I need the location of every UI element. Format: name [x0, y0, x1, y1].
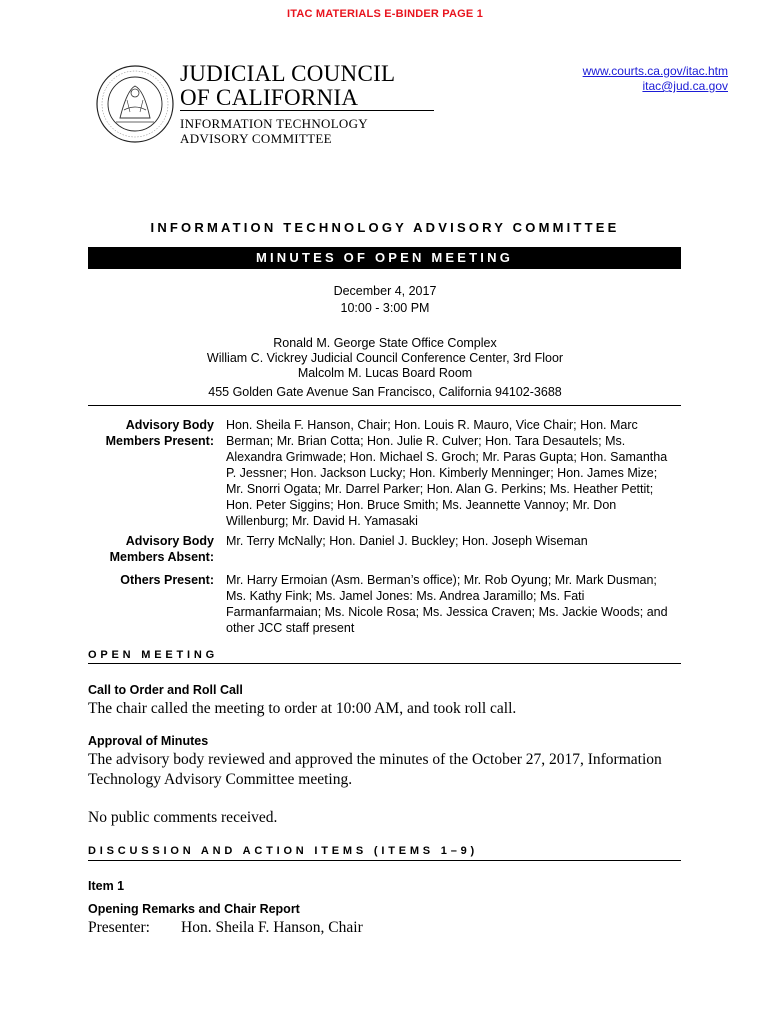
- members-present-list: Hon. Sheila F. Hanson, Chair; Hon. Louis R. Mauro, Vice Chair; Hon. Marc Berman; Mr. Brian Cotta; Hon. Julie R. Culver; Hon. Tara Desautels; Ms. Alexandra Grimwade; Hon. Michael S. Groch; Mr. Paras Gupta; Hon. Samantha P. Jessner; Hon. Jackson Lucky; Hon. Kimberly Menninger; Hon. James Mize; Mr. Snorri Ogata; Mr. Darrel Parker; Hon. Alan G. Perkins; Ms. Heather Pettit; Hon. Peter Siggins; Hon. Bruce Smith; Ms. Jeannette Vannoy; Mr. Don Willenburg; Mr. David H. Yamasaki: [226, 418, 668, 528]
- org-name-line2: OF CALIFORNIA: [180, 85, 359, 110]
- minutes-title-bar: MINUTES OF OPEN MEETING: [88, 247, 681, 269]
- location-line: William C. Vickrey Judicial Council Conference Center, 3rd Floor: [206, 351, 564, 365]
- others-present-label: Others Present:: [120, 573, 214, 587]
- presenter-name: Hon. Sheila F. Hanson, Chair: [181, 919, 363, 936]
- judicial-council-seal-icon: [94, 60, 176, 150]
- email-link[interactable]: itac@jud.ca.gov: [642, 79, 728, 93]
- location-line: Ronald M. George State Office Complex: [273, 336, 497, 350]
- section-divider: [88, 663, 681, 664]
- website-link[interactable]: www.courts.ca.gov/itac.htm: [582, 64, 728, 78]
- committee-title: INFORMATION TECHNOLOGY ADVISORY COMMITTEE: [150, 220, 620, 235]
- section-divider: [88, 405, 681, 406]
- members-absent-list: Mr. Terry McNally; Hon. Daniel J. Buckley; Hon. Joseph Wiseman: [226, 534, 588, 548]
- approval-of-minutes-text: The advisory body reviewed and approved the minutes of the October 27, 2017, Information Technology Advisory Committee meeting.: [88, 751, 662, 788]
- open-meeting-heading: OPEN MEETING: [88, 649, 218, 661]
- public-comments-text: No public comments received.: [88, 809, 278, 826]
- members-absent-label: Advisory Body Members Absent:: [109, 534, 214, 564]
- committee-name-line1: INFORMATION TECHNOLOGY: [180, 116, 368, 131]
- members-present-label: Advisory Body Members Present:: [105, 418, 214, 448]
- meeting-date: December 4, 2017: [333, 284, 437, 298]
- page-banner: ITAC MATERIALS E-BINDER PAGE 1: [286, 8, 484, 20]
- call-to-order-text: The chair called the meeting to order at 10:00 AM, and took roll call.: [88, 700, 517, 717]
- meeting-time: 10:00 - 3:00 PM: [340, 301, 430, 315]
- call-to-order-title: Call to Order and Roll Call: [88, 683, 243, 697]
- letterhead-divider: [180, 110, 434, 111]
- item-label: Item 1: [88, 879, 125, 893]
- section-divider: [88, 860, 681, 861]
- item-title: Opening Remarks and Chair Report: [88, 902, 300, 916]
- discussion-heading: DISCUSSION AND ACTION ITEMS (ITEMS 1–9): [88, 845, 479, 857]
- location-line: 455 Golden Gate Avenue San Francisco, California 94102-3688: [208, 385, 562, 399]
- presenter-label: Presenter:: [88, 919, 150, 936]
- org-name-line1: JUDICIAL COUNCIL: [180, 61, 396, 86]
- others-present-list: Mr. Harry Ermoian (Asm. Berman’s office); Mr. Rob Oyung; Mr. Mark Dusman; Ms. Kathy Fink; Ms. Jamel Jones: Ms. Andrea Jaramillo; Ms. Fati Farmanfarmaian; Ms. Nicole Rosa; Ms. Jessica Craven; Ms. Jackie Woods; and other JCC staff present: [226, 573, 668, 635]
- approval-of-minutes-title: Approval of Minutes: [88, 734, 209, 748]
- committee-name-line2: ADVISORY COMMITTEE: [180, 131, 332, 146]
- location-line: Malcolm M. Lucas Board Room: [297, 366, 473, 380]
